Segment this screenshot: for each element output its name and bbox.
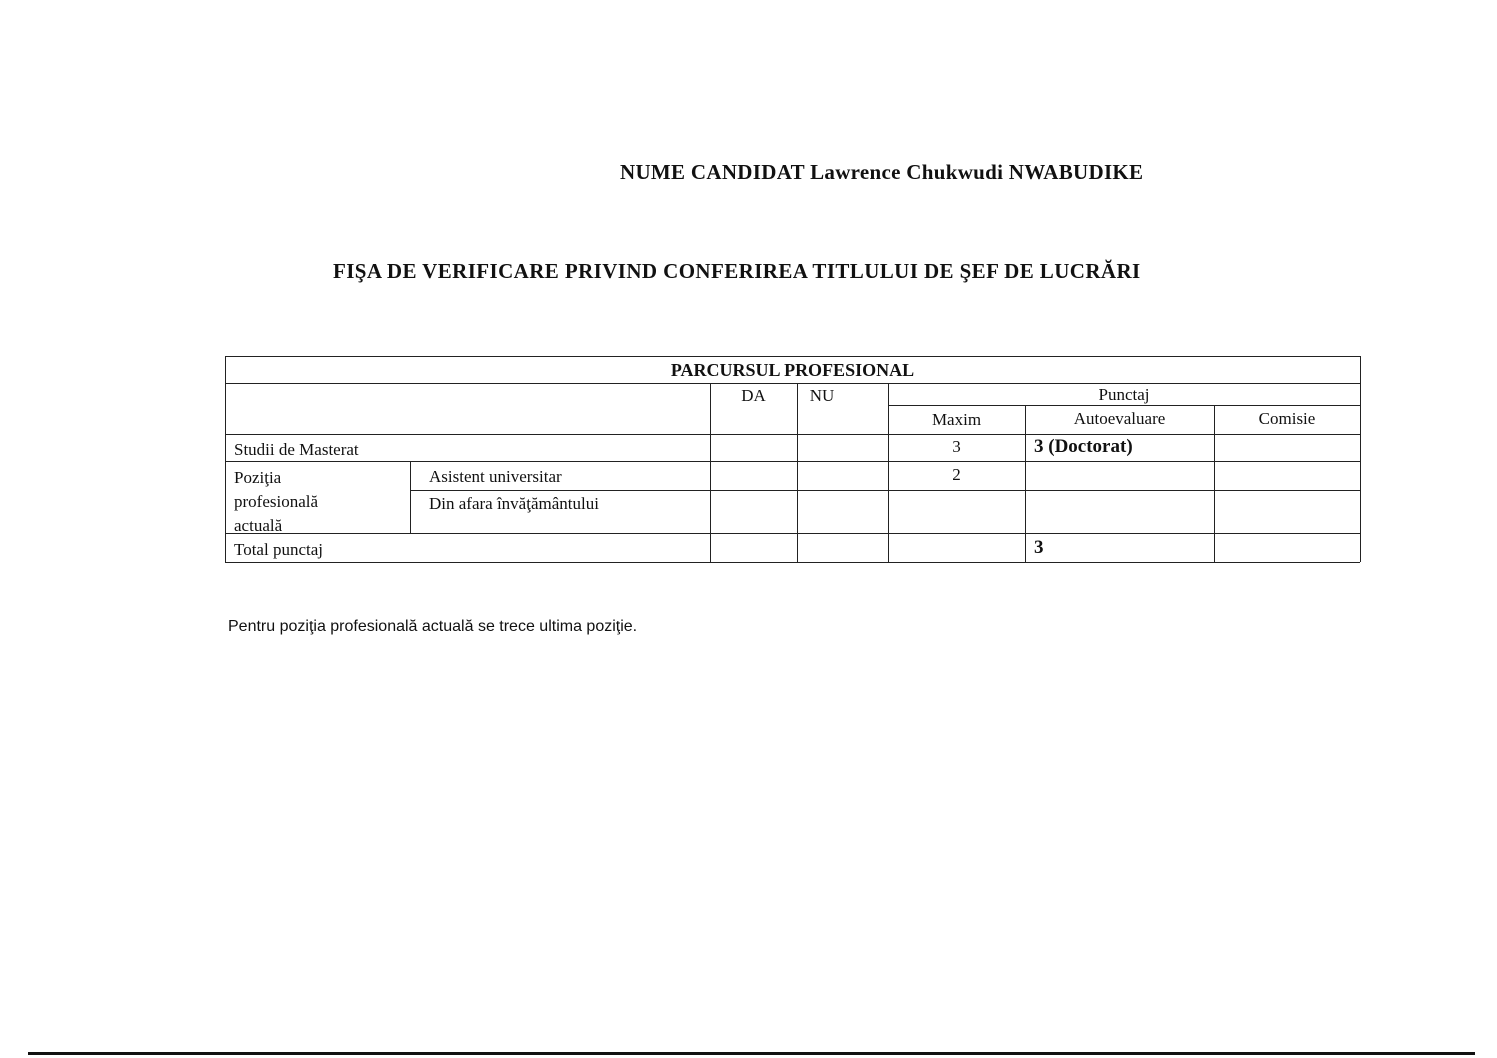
row-masterat-label: Studii de Masterat	[234, 440, 359, 459]
header-nu: NU	[809, 386, 835, 405]
footnote: Pentru poziţia profesională actuală se trece ultima poziţie.	[228, 618, 638, 635]
row-masterat-autoevaluare: 3 (Doctorat)	[1034, 436, 1133, 457]
table-rule-section	[225, 383, 1360, 384]
candidate-name: NUME CANDIDAT Lawrence Chukwudi NWABUDIKE	[620, 160, 1144, 184]
table-col-nu	[797, 383, 798, 562]
row-pozitie-label-1: Poziţia	[234, 468, 282, 487]
row-pozitie-label-2: profesională	[234, 492, 319, 511]
table-rule-punctaj	[888, 405, 1360, 406]
table-rule-header	[225, 434, 1360, 435]
row-asistent-label: Asistent universitar	[429, 467, 562, 486]
section-title: PARCURSUL PROFESIONAL	[670, 360, 915, 380]
row-asistent-maxim: 2	[952, 465, 961, 484]
table-border-bottom	[225, 562, 1360, 563]
header-maxim: Maxim	[931, 410, 982, 429]
row-pozitie-label-3: actuală	[234, 516, 283, 535]
header-comisie: Comisie	[1258, 409, 1316, 428]
header-da: DA	[741, 386, 766, 405]
table-border-left	[225, 356, 226, 562]
document-title: FIŞA DE VERIFICARE PRIVIND CONFERIREA TITLULUI DE ŞEF DE LUCRĂRI	[333, 259, 1141, 283]
page-bottom-rule	[28, 1052, 1475, 1055]
table-col-da	[710, 383, 711, 562]
row-masterat-maxim: 3	[952, 437, 961, 456]
table-rule-pozitie	[225, 533, 1360, 534]
header-autoevaluare: Autoevaluare	[1073, 409, 1166, 428]
row-total-autoevaluare: 3	[1034, 537, 1044, 558]
table-border-top	[225, 356, 1360, 357]
table-rule-masterat	[225, 461, 1360, 462]
table-border-right	[1360, 356, 1361, 562]
table-col-sub	[410, 461, 411, 533]
row-total-label: Total punctaj	[234, 540, 323, 559]
table-rule-asistent	[410, 490, 1360, 491]
row-din-afara-label: Din afara învăţământului	[429, 494, 599, 513]
header-punctaj: Punctaj	[1098, 385, 1150, 404]
